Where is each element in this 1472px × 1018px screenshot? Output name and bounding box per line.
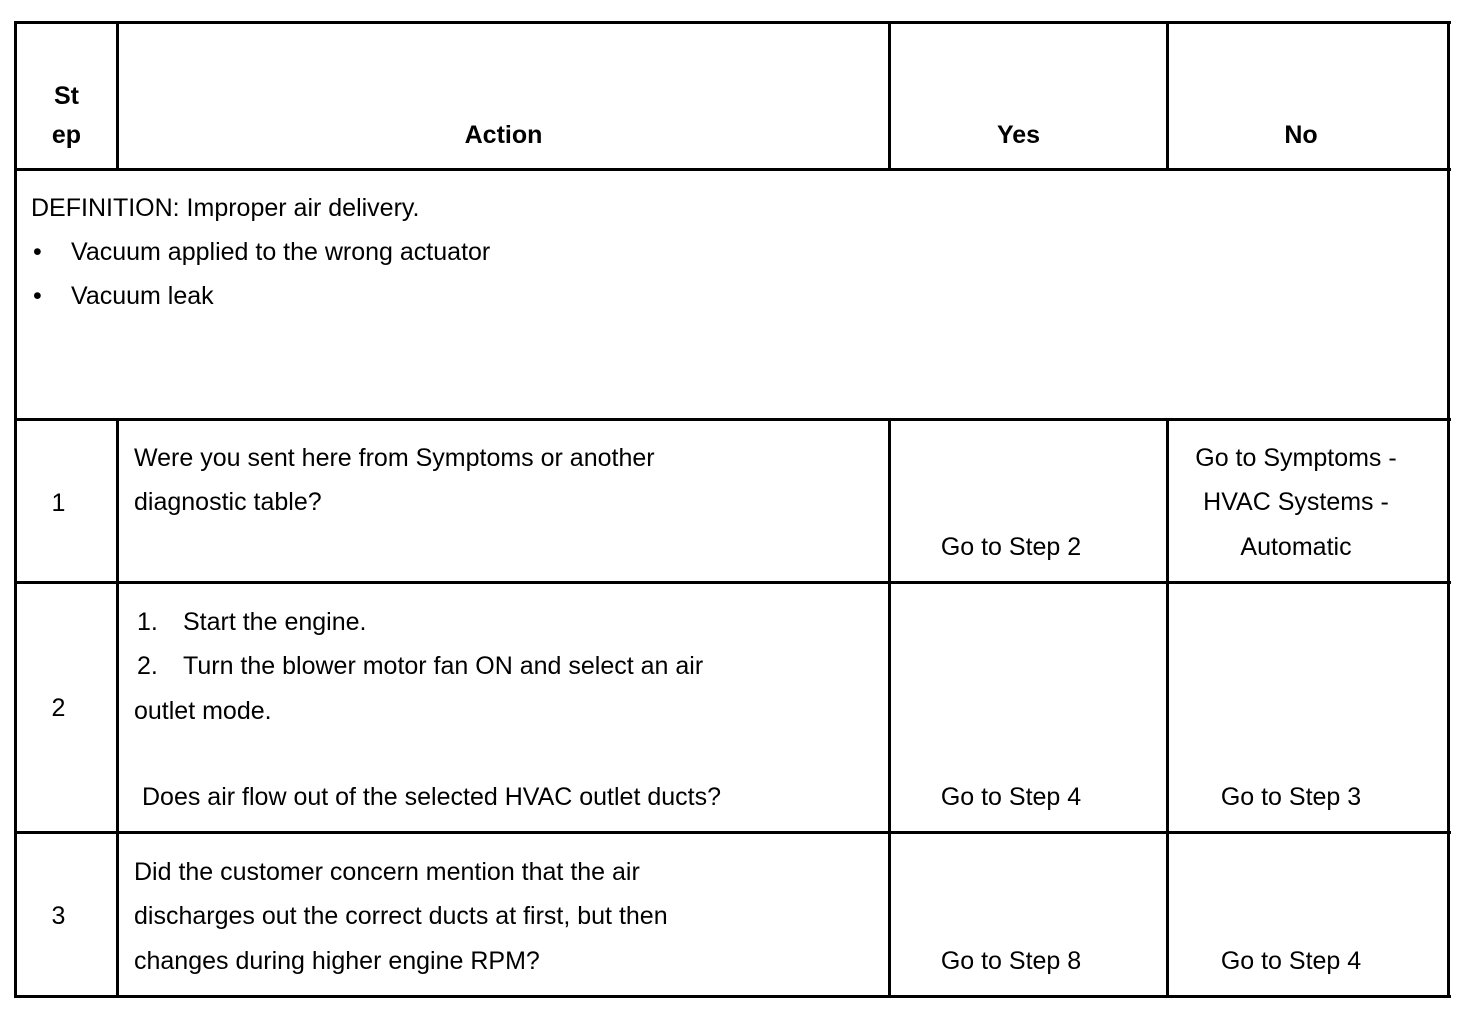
step-col-divider-body: [116, 418, 119, 998]
row-1-yes: Go to Step 2: [940, 533, 1082, 561]
row-1-action-line-2: diagnostic table?: [134, 488, 322, 516]
table-border-right: [1447, 21, 1450, 998]
table-border-top: [14, 21, 1451, 24]
header-no: No: [1284, 121, 1318, 149]
header-step: [17, 77, 116, 155]
row-1-no-line-3: Automatic: [1240, 533, 1352, 561]
row-3-action-line-1: Did the customer concern mention that the air: [134, 858, 640, 886]
definition-bullet-2-text: Vacuum leak: [71, 282, 214, 310]
row-3-action-line-2: discharges out the correct ducts at first, but then: [134, 902, 668, 930]
row-2-item-2-text: Turn the blower motor fan ON and select an air: [183, 652, 704, 680]
table-border-bottom: [14, 995, 1451, 998]
row-1-divider: [14, 581, 1451, 584]
row-2-question: Does air flow out of the selected HVAC outlet ducts?: [142, 783, 722, 811]
row-3-no: Go to Step 4: [1220, 947, 1362, 975]
header-step-line2: ep: [51, 121, 82, 149]
row-1-no-line-1: Go to Symptoms -: [1195, 444, 1397, 472]
header-action: Action: [464, 121, 543, 149]
row-3-action-line-3: changes during higher engine RPM?: [134, 947, 540, 975]
header-yes: Yes: [996, 121, 1041, 149]
action-col-divider-body: [888, 418, 891, 998]
header-divider: [14, 168, 1451, 171]
row-2-no: Go to Step 3: [1220, 783, 1362, 811]
definition-bullet-1-marker: •: [33, 238, 42, 266]
row-2-divider: [14, 831, 1451, 834]
row-1-action-line-1: Were you sent here from Symptoms or another: [134, 444, 655, 472]
definition-bullet-2-marker: •: [33, 282, 42, 310]
row-2-yes: Go to Step 4: [940, 783, 1082, 811]
row-2-item-1-number: 1.: [137, 608, 158, 636]
row-3-yes: Go to Step 8: [940, 947, 1082, 975]
row-2-item-1-text: Start the engine.: [183, 608, 367, 636]
row-2-step: 2: [51, 694, 66, 722]
header-step-line1: St: [54, 82, 79, 110]
row-3-step: 3: [51, 902, 66, 930]
definition-bullet-1-text: Vacuum applied to the wrong actuator: [71, 238, 491, 266]
definition-title: DEFINITION: Improper air delivery.: [31, 194, 420, 222]
definition-divider: [14, 418, 1451, 421]
row-1-step: 1: [51, 489, 66, 517]
row-2-item-2-number: 2.: [137, 652, 158, 680]
row-2-action-continuation: outlet mode.: [134, 697, 272, 725]
row-1-no-line-2: HVAC Systems -: [1203, 488, 1389, 516]
